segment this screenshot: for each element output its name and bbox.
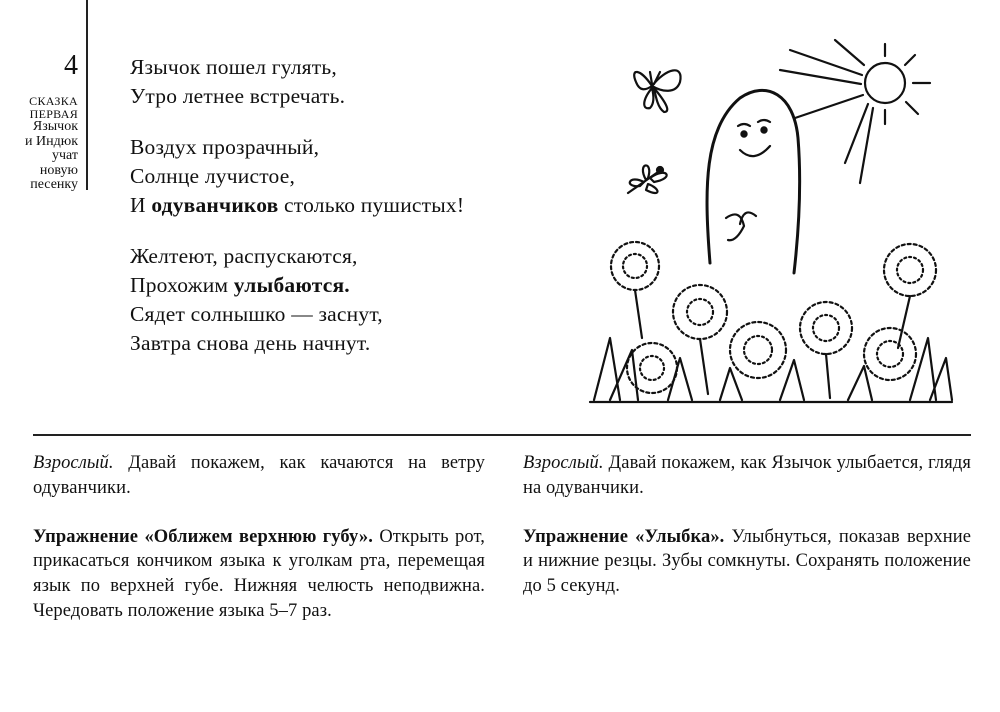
exercise-title: Упражнение «Улыбка». <box>523 526 725 547</box>
poem-line: Солнце лучистое, <box>130 164 296 188</box>
dandelion-icon <box>611 242 659 338</box>
margin-divider <box>86 0 88 190</box>
poem-text: столько пушистых! <box>278 193 465 217</box>
dialogue-paragraph <box>33 451 485 501</box>
poem-text: И <box>130 193 152 217</box>
dandelion-icon <box>864 328 916 380</box>
poem-stanza <box>130 133 580 220</box>
exercise-paragraph <box>33 525 485 624</box>
speaker-label: Взрослый. <box>33 453 114 473</box>
chapter-title <box>25 120 78 193</box>
exercise-column-left <box>33 451 485 648</box>
page-margin <box>0 0 86 190</box>
dialogue-text: Давай покажем, как качаются на ветру одуванчики. <box>33 453 485 498</box>
chapter-title-line: учат <box>51 148 78 163</box>
poem <box>130 53 580 380</box>
poem-line: Желтеют, распускаются, <box>130 244 358 268</box>
poem-line: Сядет солнышко — заснут, <box>130 302 383 326</box>
dialogue-text: Давай покажем, как Язычок улыбается, глядя на одуванчики. <box>523 453 971 498</box>
chapter-title-line: и Индюк <box>25 133 78 149</box>
poem-stanza <box>130 242 580 358</box>
poem-line: Завтра снова день начнут. <box>130 331 371 355</box>
speaker-label: Взрослый. <box>523 453 604 473</box>
chapter-title-line: Язычок <box>32 119 78 134</box>
chapter-label-line: СКАЗКА <box>29 94 78 108</box>
poem-line: Утро летнее встречать. <box>130 84 346 108</box>
dandelion-icon <box>673 285 727 394</box>
poem-text: Прохожим <box>130 273 234 297</box>
chapter-title-line: песенку <box>30 177 78 192</box>
section-divider <box>33 434 971 436</box>
sun-icon <box>780 40 930 183</box>
exercise-column-right <box>523 451 971 623</box>
poem-line: Воздух прозрачный, <box>130 135 320 159</box>
dragonfly-icon <box>628 165 667 193</box>
dandelion-icon <box>800 302 852 398</box>
poem-line: Язычок пошел гулять, <box>130 55 337 79</box>
chapter-label <box>29 95 78 121</box>
poem-stanza <box>130 53 580 111</box>
exercise-paragraph <box>523 525 971 599</box>
dandelion-icon <box>730 322 786 378</box>
exercise-instructions: Открыть рот, прикасаться кончиком языка к уголкам рта, перемещая язык по верхней губе. Нижняя челюсть неподвижна. Чередовать положение языка 5–7 раз. <box>33 526 485 621</box>
tongue-character-icon <box>707 90 800 273</box>
poem-line <box>130 191 580 220</box>
page-number: 4 <box>64 50 78 81</box>
chapter-title-line: новую <box>39 162 78 178</box>
dialogue-paragraph <box>523 451 971 501</box>
exercise-title: Упражнение «Оближем верхнюю губу». <box>33 526 373 547</box>
butterfly-icon <box>634 70 680 112</box>
poem-keyword: одуванчиков <box>151 193 279 217</box>
dandelion-icon <box>884 244 936 348</box>
poem-line <box>130 271 580 300</box>
illustration <box>580 38 960 410</box>
chapter-label-line: ПЕРВАЯ <box>29 107 78 121</box>
poem-keyword: улыбаются. <box>233 273 350 297</box>
exercise-instructions: Улыбнуться, показав верхние и нижние резцы. Зубы сомкнуты. Сохранять положение до 5 секунд. <box>523 526 972 597</box>
